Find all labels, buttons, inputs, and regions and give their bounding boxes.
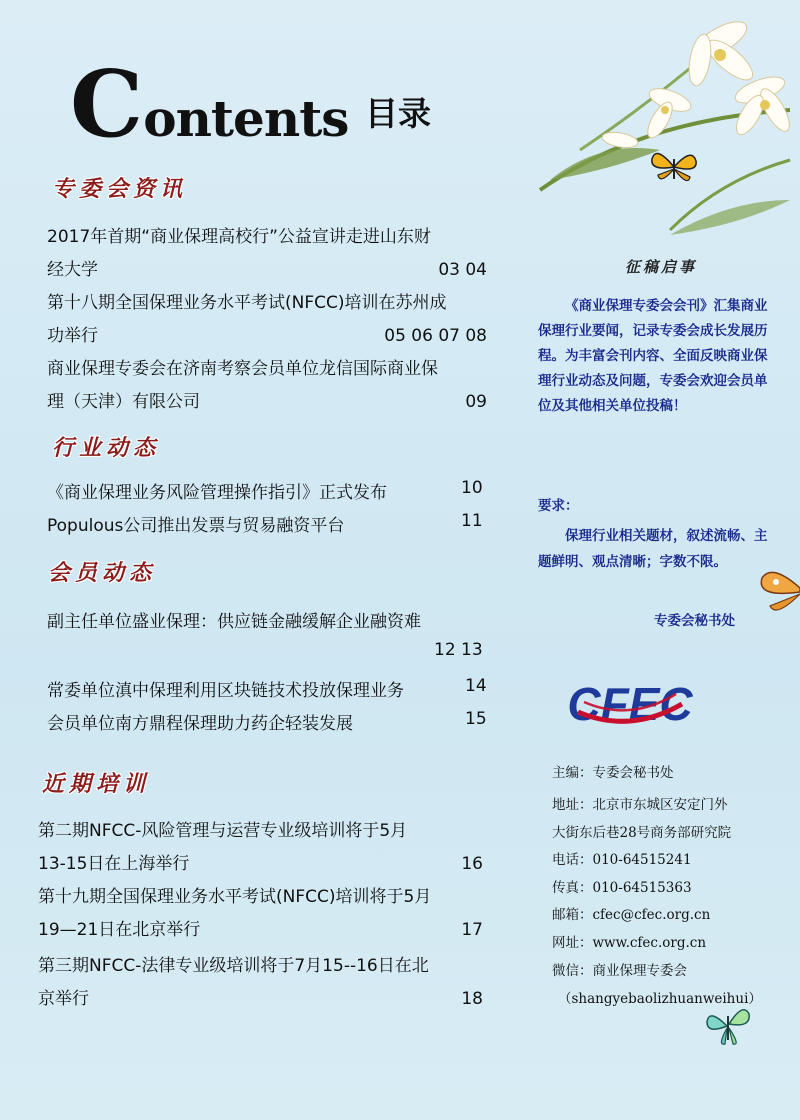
toc-entry-title[interactable]: 会员单位南方鼎程保理助力药企轻装发展 [47, 714, 353, 734]
contents-title-initial: C [70, 50, 144, 158]
page-subtitle: 目录 [365, 94, 431, 133]
section-heading-industry-news: 行业动态 [52, 435, 161, 461]
toc-entry-title-line1: 商业保理专委会在济南考察会员单位龙信国际商业保 [47, 359, 438, 379]
contents-title-rest: ontents [143, 89, 349, 148]
toc-entry-title-line2: 19—21日在北京举行 [38, 920, 201, 940]
call-for-papers-title: 征稿启事 [625, 258, 698, 276]
address-line1: 地址：北京市东城区安定门外 [552, 797, 728, 813]
toc-entry[interactable] [47, 221, 487, 287]
toc-entry-title[interactable]: Populous公司推出发票与贸易融资平台 [47, 516, 345, 536]
cfec-logo [567, 672, 693, 738]
toc-entry[interactable] [38, 815, 483, 881]
call-for-papers-signature: 专委会秘书处 [654, 613, 735, 629]
flower-illustration [520, 0, 800, 250]
toc-entry-title-line2: 13-15日在上海举行 [38, 854, 190, 874]
butterfly-icon [648, 145, 700, 190]
toc-entry-pages: 16 [461, 854, 483, 874]
fax-info: 传真：010-64515363 [552, 880, 692, 896]
editor-info: 主编：专委会秘书处 [552, 765, 674, 781]
toc-entry-pages: 11 [461, 511, 483, 531]
contents-title [70, 50, 349, 158]
toc-entry[interactable] [47, 287, 487, 353]
logo-text: CFEC [567, 678, 693, 730]
toc-entry-pages: 15 [465, 709, 487, 729]
section-heading-upcoming-training: 近期培训 [42, 771, 151, 797]
toc-entry-title[interactable]: 《商业保理业务风险管理操作指引》正式发布 [47, 483, 387, 503]
toc-entry-title-line1: 第十九期全国保理业务水平考试(NFCC)培训将于5月 [38, 887, 432, 907]
toc-entry-title-line1: 2017年首期“商业保理高校行”公益宣讲走进山东财 [47, 227, 431, 247]
butterfly-icon [703, 1000, 753, 1050]
toc-entry-pages: 12 13 [434, 640, 483, 660]
toc-entry-title-line1: 第十八期全国保理业务水平考试(NFCC)培训在苏州成 [47, 293, 447, 313]
toc-entry-pages: 05 06 07 08 [384, 326, 487, 346]
toc-entry-pages: 18 [461, 989, 483, 1009]
toc-entry[interactable] [47, 353, 487, 419]
toc-entry-title-line1: 第二期NFCC-风险管理与运营专业级培训将于5月 [38, 821, 408, 841]
section-heading-committee-news: 专委会资讯 [52, 176, 188, 202]
toc-entry-title-line2: 功举行 [47, 326, 98, 346]
requirements-label: 要求： [538, 498, 579, 514]
wechat-info: 微信：商业保理专委会 [552, 963, 687, 979]
toc-entry-title-line2: 京举行 [38, 989, 89, 1009]
email-info[interactable]: 邮箱：cfec@cfec.org.cn [552, 907, 711, 923]
address-line2: 大街东后巷28号商务部研究院 [552, 825, 732, 841]
toc-entry-title-line1: 第三期NFCC-法律专业级培训将于7月15--16日在北 [38, 956, 429, 976]
toc-entry-title-line2: 经大学 [47, 260, 98, 280]
toc-entry[interactable] [38, 950, 483, 1016]
toc-entry-title-line2: 理（天津）有限公司 [47, 392, 200, 412]
toc-entry[interactable] [38, 881, 483, 947]
website-info[interactable]: 网址：www.cfec.org.cn [552, 935, 707, 951]
phone-info: 电话：010-64515241 [552, 852, 692, 868]
toc-entry-pages: 10 [461, 478, 483, 498]
toc-entry-title[interactable]: 常委单位滇中保理利用区块链技术投放保理业务 [47, 681, 404, 701]
section-heading-member-news: 会员动态 [48, 560, 157, 586]
toc-entry-pages: 17 [461, 920, 483, 940]
call-for-papers-body: 《商业保理专委会会刊》汇集商业保理行业要闻，记录专委会成长发展历程。为丰富会刊内容、全面反映商业保理行业动态及问题，专委会欢迎会员单位及其他相关单位投稿！ [538, 298, 768, 414]
wechat-id: （shangyebaolizhuanweihui） [558, 991, 762, 1007]
toc-entry-pages: 14 [465, 676, 487, 696]
toc-entry-pages: 09 [465, 392, 487, 412]
toc-entry-pages: 03 04 [438, 260, 487, 280]
requirements-body: 保理行业相关题材，叙述流畅、主题鲜明、观点清晰；字数不限。 [538, 528, 768, 570]
toc-entry-title[interactable]: 副主任单位盛业保理：供应链金融缓解企业融资难 [47, 612, 421, 632]
